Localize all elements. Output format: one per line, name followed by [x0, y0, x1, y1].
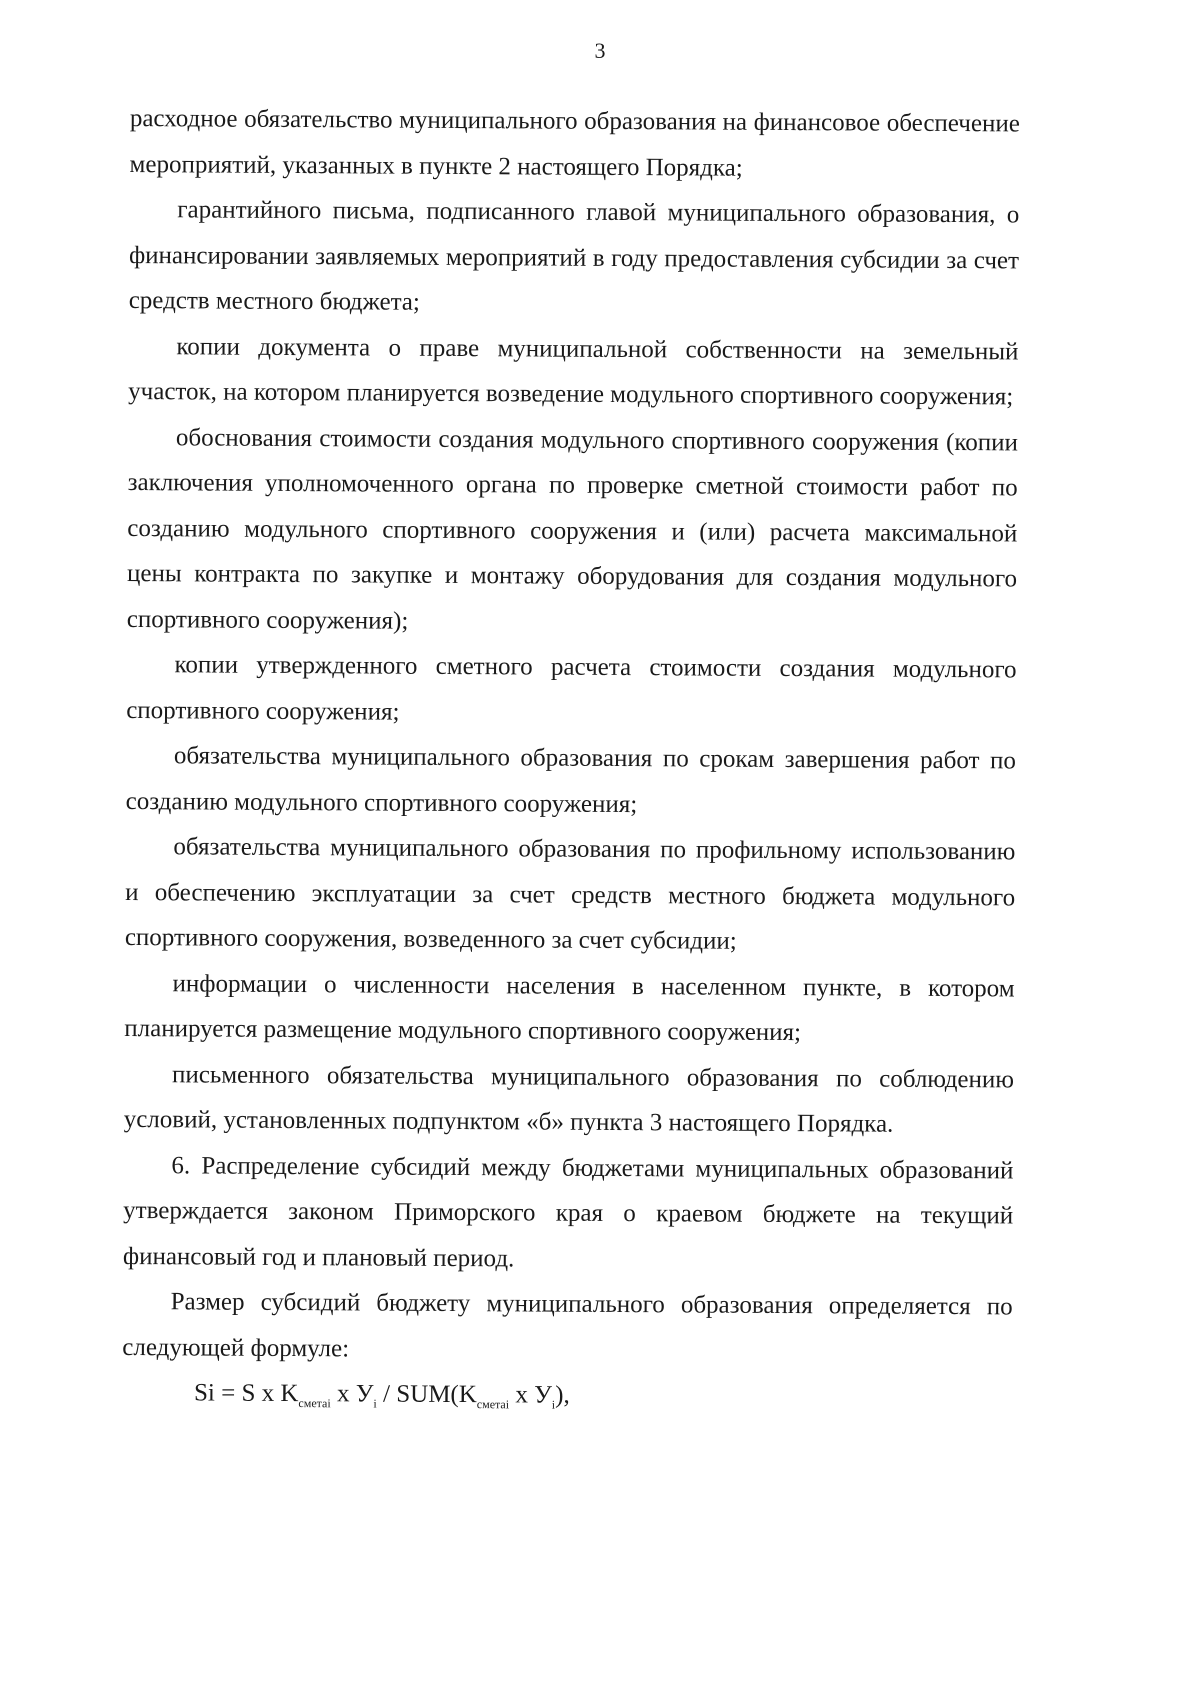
formula-part-2: x У [330, 1380, 374, 1408]
paragraph-cost-justification: обоснования стоимости создания модульного спортивного сооружения (копии заключения уполномоченного органа по проверке сметной стоимости работ по созданию модульного спортивного сооружения и (или) расчета максимальной цены контракта по закупке и монтажу оборудования для создания модульного спортивного сооружения); [126, 423, 1018, 635]
paragraph-estimate-copy: копии утвержденного сметного расчета стоимости создания модульного спортивного сооружения; [126, 651, 1017, 726]
paragraph-continuation: расходное обязательство муниципального образования на финансовое обеспечение мероприятий, указанных в пункте 2 настоящего Порядка; [129, 104, 1020, 182]
page-number: 3 [594, 38, 606, 63]
formula-subscript-4: i [551, 1397, 556, 1412]
paragraph-completion-obligations: обязательства муниципального образования по срокам завершения работ по созданию модульного спортивного сооружения; [125, 742, 1017, 818]
formula-part-3: / SUM(K [376, 1380, 477, 1409]
paragraph-formula-intro: Размер субсидий бюджету муниципального образования определяется по следующей формуле: [122, 1288, 1013, 1362]
paragraph-land-ownership: копии документа о праве муниципальной собственности на земельный участок, на котором планируется возведение модульного спортивного сооружения; [128, 332, 1019, 411]
document-body [122, 96, 1020, 1421]
formula-subscript-1: сметаi [298, 1396, 331, 1411]
paragraph-population-info: информации о численности населения в населенном пункте, в котором планируется размещение модульного спортивного сооружения; [124, 969, 1015, 1047]
paragraph-usage-obligations: обязательства муниципального образования по профильному использованию и обеспечению эксплуатации за счет средств местного бюджета модульного спортивного сооружения, возведенного за счет субсидии; [124, 833, 1016, 955]
formula-part-4: x У [509, 1381, 552, 1409]
formula-subscript-2: i [373, 1396, 377, 1411]
formula-part-5: ), [555, 1381, 570, 1409]
formula-subscript-3: сметаi [476, 1397, 510, 1412]
subsidy-formula [194, 1370, 1012, 1420]
paragraph-item-6: 6. Распределение субсидий между бюджетами муниципальных образований утверждается законом Приморского края о краевом бюджете на текущий финансовый год и плановый период. [122, 1151, 1014, 1272]
formula-part-1: Si = S x K [193, 1379, 299, 1408]
paragraph-written-obligation: письменного обязательства муниципального образования по соблюдению условий, установленных подпунктом «б» пункта 3 настоящего Порядка. [123, 1060, 1015, 1138]
paragraph-guarantee-letter: гарантийного письма, подписанного главой муниципального образования, о финансировании заявляемых мероприятий в году предоставления субсидии за счет средств местного бюджета; [128, 196, 1020, 316]
